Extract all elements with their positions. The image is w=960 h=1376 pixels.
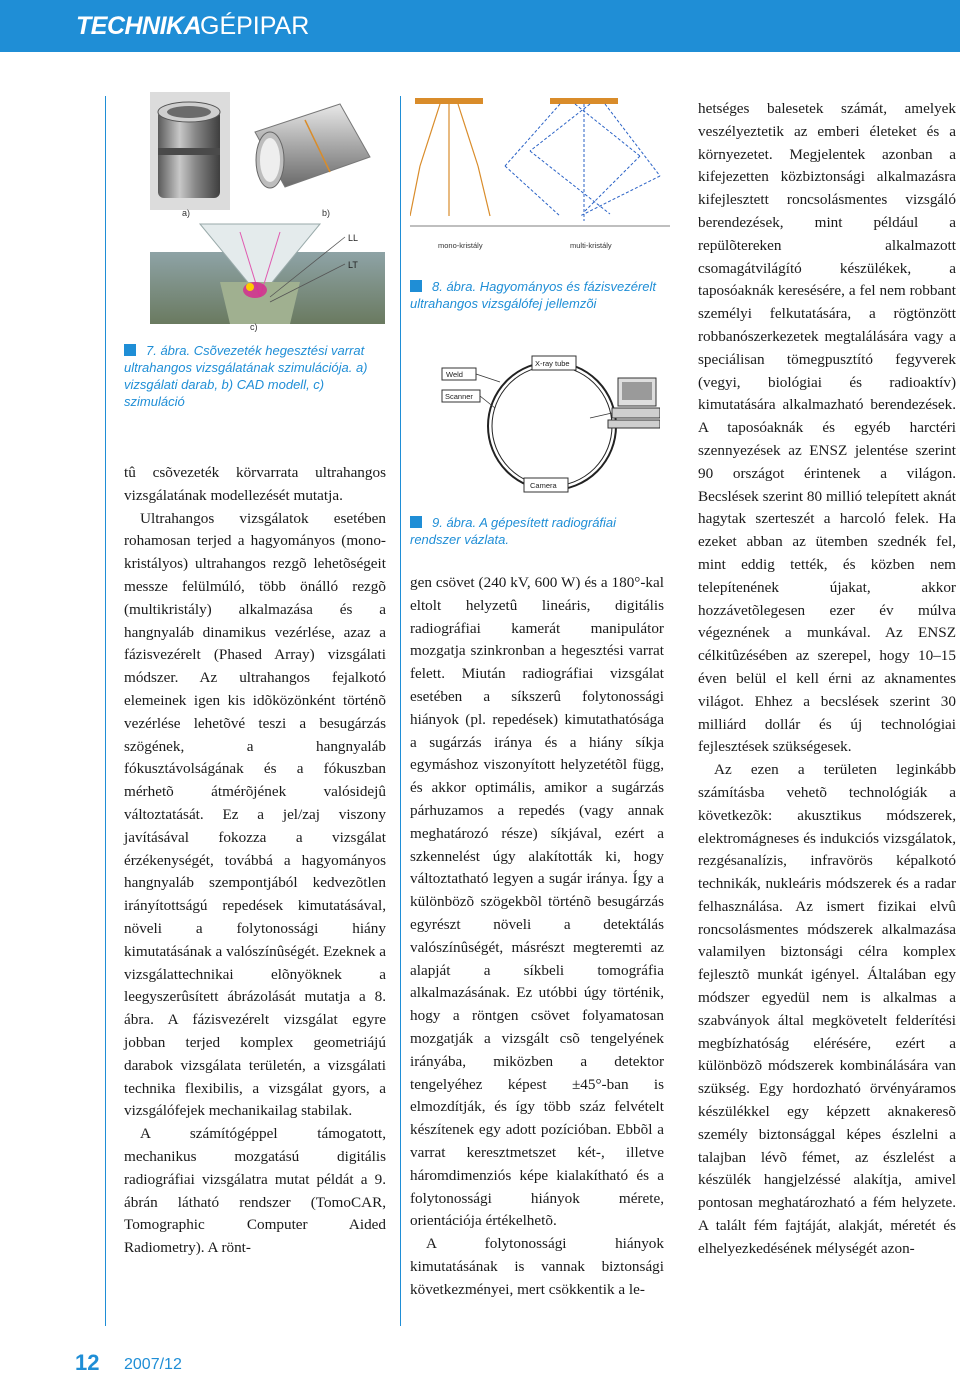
paragraph: A számítógéppel támogatott, mechanikus mozgatású digitális radiográfiai vizsgálatra mutat példát a 9. ábrán látható rendszer (TomoCAR, Tomographic Computer Aided Radiometry). A rönt- [124,1125,386,1257]
fig9-label-weld: Weld [446,370,463,379]
fig7-label-a: a) [182,208,191,218]
text-column-2 [410,572,664,1302]
caption-marker-icon [124,344,136,356]
fig7-label-b: b) [322,208,331,218]
figure-8-caption: 8. ábra. Hagyományos és fázisvezérelt ultrahangos vizsgálófej jellemzõi [410,279,656,311]
paragraph: A folytonossági hiányok kimutatásának is vannak biztonsági következményei, mert csökkentik a le- [410,1235,664,1298]
subsection-title: GÉPIPAR [200,12,310,40]
fig9-label-xray: X-ray tube [535,359,570,368]
paragraph: tû csõvezeték körvarrata ultrahangos vizsgálatának modellezését mutatja. [124,464,386,504]
figure-7-caption: 7. ábra. Csõvezeték hegesztési varrat ultrahangos vizsgálatának szimulációja. a) vizsgálati darab, b) CAD modell, c) szimuláció [124,343,368,409]
paragraph: gen csövet (240 kV, 600 W) és a 180°-kal eltolt helyzetû lineáris, digitális radiográfiai kamerát manipulátor mozgatja szinkronban a hegesztési varrat felett. Miután radiográfiai vizsgálat esetében a síkszerû folytonossági hiányok (pl. repedések) kimutathatósága a sugárzás iránya és a hiány síkja egymáshoz viszonyított helyzetétõl függ, és akkor optimális, amikor a sugárzás párhuzamos a repedés (vagy annak meghatározó része) síkjával, ezért a szkennelést úgy alakították ki, hogy változtatható legyen a sugár iránya. Így a különbözõ szögekbõl történõ besugárzás egyrészt növeli a detektálás valószínûségét, másrészt megteremti az alapját a síkbeli tomográfia alkalmazásának. Ez utóbbi úgy történik, hogy a röntgen csövet folyamatosan mozgatják a vizsgált csõ tengelyének irányába, miközben a detektor tengelyéhez képest ±45°-ban is elmozdítják, és így több száz felvételt készítenek egy adott pozícióban. Ebbõl a varrat keresztmetszet két-, illetve háromdimenziós képe kialakítható és a folytonossági hiányok mérete, orientációja értékelhetõ. [410,574,664,1230]
paragraph: hetséges balesetek számát, amelyek veszélyeztetik az emberi életeket és a környezetet. Megjelentek azonban a kifejezetten közbiztonsági alkalmazásra kifejlesztett roncsolásmentes vizsgáló berendezések, mint például a repülõtereken alkalmazott csomagátvilágító készülékek, a taposóaknák keresésére, a fel nem robbant személyi felkutatására, a rögtönzött robbanószerkezetek megtalálására vagy a speciálisan tömegpusztító fegyverek (vegyi, biológiai és radioaktív) kimutatására alkalmazható berendezések. A taposóaknák és egyéb harctéri szennyezések az ENSZ jelentése szerint 90 országot érintenek a világon. Becslések szerint 80 millió telepített aknát hagytak szerteszét a harcoló felek. Ha ezeket abban az ütemben szednék fel, mint eddig tették, és közben nem telepítenének újakat, akkor hozzávetõlegesen ezer év múlva végeznének a munkával. Az ENSZ célkitûzésében az szerepel, hogy 10–15 éven belül el kell érni az aknamentes világot. Ehhez a becslések szerint 30 milliárd dollár és új technológiai fejlesztések szükségesek. [698,100,956,756]
section-title: TECHNIKA [76,12,202,40]
sidebar-divider [105,96,106,1326]
fig7-label-c: c) [250,322,258,332]
fig9-label-camera: Camera [530,481,557,490]
caption-marker-icon [410,516,422,528]
fig7-label-lt: LT [348,260,358,270]
issue-label: 2007/12 [124,1356,182,1373]
fig8-label-mono: mono-kristály [438,241,483,250]
paragraph: Az ezen a területen leginkább számításba vehetõ technológiák a következõk: akusztikus módszerek, elektromágneses és indukciós vizsgálatok, rezgésanalízis, infravörös képalkotó technikák, nukleáris módszerek és a radar felhasználása. Az ismert fizikai elvû roncsolásmentes módszerek alkalmazása valamilyen biztonsági célra komplex fejlesztõ munkát igényel. Általában egy módszer egyedül nem is alkalmas a szabványok által megkövetelt felderítési megbízhatóság elérésére, ezért a különbözõ módszerek kombinálására van szükség. Egy hordozható örvényáramos készülékkel egy képzett aknakeresõ személy biztonsággal képes észlelni a talajban lévõ fémet, az észlelést a készülék hangjelzéssé alakítja, amivel pontosan meghatározható a fém helyzete. A talált fém fajtáját, alakját, méretét és elhelyezkedésének mélységét azon- [698,761,956,1257]
page-number: 12 [75,1350,100,1375]
page-header [0,0,960,52]
text-column-1 [124,462,386,1260]
computer-icon [608,378,660,428]
text-column-3 [698,98,956,1261]
column-divider [400,96,401,1326]
fig7-label-ll: LL [348,233,359,243]
caption-marker-icon [410,280,422,292]
figure-8-image [410,96,670,256]
figure-7-image [150,92,385,332]
fig8-label-multi: multi-kristály [570,241,612,250]
figure-9-image [440,338,660,508]
figure-9-caption: 9. ábra. A gépesített radiográfiai rendszer vázlata. [410,515,617,547]
paragraph: Ultrahangos vizsgálatok esetében rohamosan terjed a hagyományos (mono-kristályos) ultrahangos rezgõ lehetõségeit messze felülmúló, több önálló rezgõ (multikristály) alkalmazása és a hangnyaláb dinamikus vezérlése, azaz a fázisvezérelt (Phased Array) vizsgálati módszer. Az ultrahangos fejalkotó elemeinek igen kis idõközönként történõ vezérlése lehetõvé teszi a besugárzás szögének, a hangnyaláb fókusztávolságának és a fókuszban mérhetõ átmérõjének valósidejû változtatását. Ez a jel/zaj viszony javításával fokozza a vizsgálat érzékenységét, továbbá a hagyományos hangnyaláb szempontjából kedvezõtlen irányítottságú repedések kimutatásával, növeli a folytonossági hiány kimutatásának a valószínûségét. Ezeknek a vizsgálattechnikai elõnyöknek a leegyszerûsített ábrázolását mutatja a 8. ábra. A fázisvezérelt vizsgálat egyre jobban terjed komplex geometriájú darabok vizsgálata területén, a vizsgálati technika flexibilis, a vizsgálat gyors, a vizsgálófejek mechanikailag stabilak. [124,509,386,1120]
fig9-label-scanner: Scanner [445,392,473,401]
